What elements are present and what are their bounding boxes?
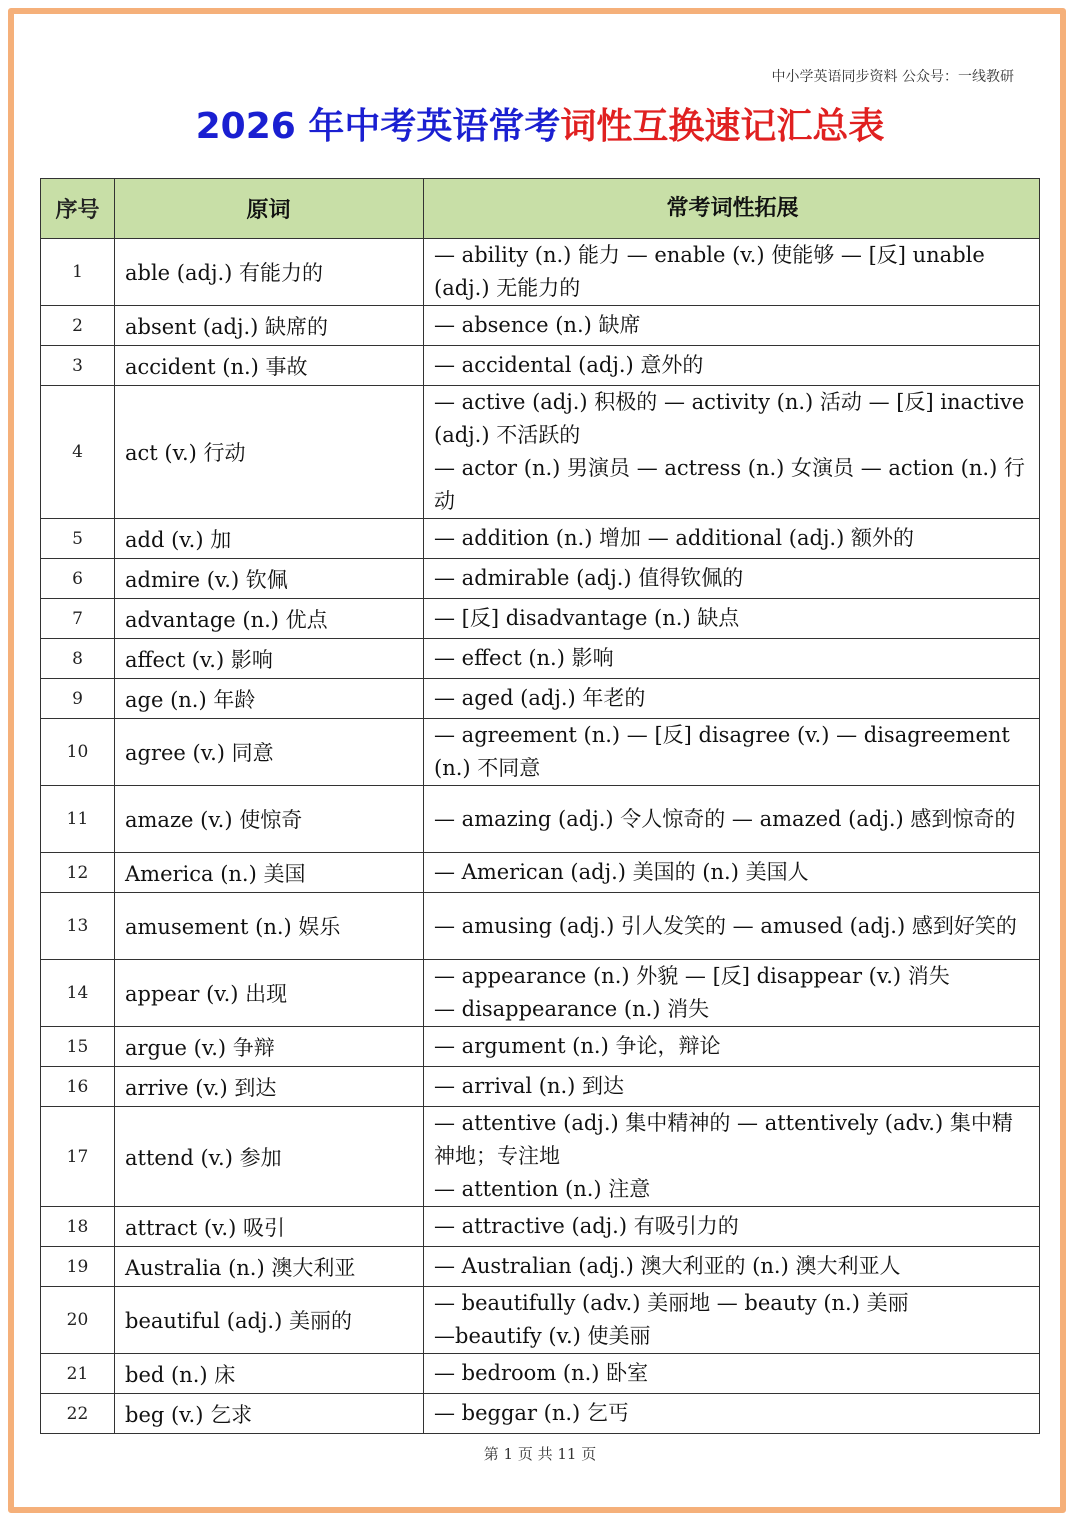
title-part-red: 词性互换速记汇总表 [560, 106, 885, 147]
table-row [41, 853, 1040, 893]
row-extension [424, 719, 1040, 786]
row-number: 22 [41, 1394, 115, 1434]
row-extension [424, 599, 1040, 639]
page-footer: 第 1 页 共 11 页 [483, 1445, 597, 1463]
row-extension [424, 1107, 1040, 1207]
row-word: affect (v.) 影响 [115, 639, 424, 679]
row-word: beg (v.) 乞求 [115, 1394, 424, 1434]
row-extension [424, 559, 1040, 599]
row-word: Australia (n.) 澳大利亚 [115, 1247, 424, 1287]
row-number: 13 [41, 893, 115, 960]
row-word: bed (n.) 床 [115, 1354, 424, 1394]
row-extension [424, 853, 1040, 893]
row-number: 21 [41, 1354, 115, 1394]
table-row [41, 1287, 1040, 1354]
row-word: America (n.) 美国 [115, 853, 424, 893]
row-word: attract (v.) 吸引 [115, 1207, 424, 1247]
table-row [41, 1247, 1040, 1287]
row-extension [424, 679, 1040, 719]
table-row [41, 306, 1040, 346]
table-row [41, 386, 1040, 519]
extension-line: — absence (n.) 缺席 [434, 313, 641, 337]
row-word: age (n.) 年龄 [115, 679, 424, 719]
extension-line: — beggar (n.) 乞丐 [434, 1401, 629, 1425]
row-word: attend (v.) 参加 [115, 1107, 424, 1207]
row-extension [424, 639, 1040, 679]
row-word: argue (v.) 争辩 [115, 1027, 424, 1067]
row-extension [424, 239, 1040, 306]
row-number: 8 [41, 639, 115, 679]
row-number: 9 [41, 679, 115, 719]
extension-line: — agreement (n.) — [反] disagree (v.) — disagreement (n.) 不同意 [434, 723, 1010, 780]
row-number: 14 [41, 960, 115, 1027]
table-row [41, 679, 1040, 719]
extension-line: — admirable (adj.) 值得钦佩的 [434, 566, 744, 590]
word-table [40, 178, 1040, 1434]
row-number: 10 [41, 719, 115, 786]
table-row [41, 1067, 1040, 1107]
row-number: 4 [41, 386, 115, 519]
table-row [41, 239, 1040, 306]
row-number: 7 [41, 599, 115, 639]
extension-line: — amusing (adj.) 引人发笑的 — amused (adj.) 感到好笑的 [434, 913, 1017, 938]
row-word: act (v.) 行动 [115, 386, 424, 519]
header-word: 原词 [115, 179, 424, 239]
row-word: arrive (v.) 到达 [115, 1067, 424, 1107]
header-number: 序号 [41, 179, 115, 239]
extension-line: — active (adj.) 积极的 — activity (n.) 活动 — [反] inactive (adj.) 不活跃的 [434, 390, 1025, 447]
row-number: 5 [41, 519, 115, 559]
extension-line: — ability (n.) 能力 — enable (v.) 使能够 — [反] unable (adj.) 无能力的 [434, 243, 985, 300]
row-number: 15 [41, 1027, 115, 1067]
extension-line: — arrival (n.) 到达 [434, 1074, 625, 1098]
extension-line: — American (adj.) 美国的 (n.) 美国人 [434, 860, 809, 884]
extension-line: — beautifully (adv.) 美丽地 — beauty (n.) 美丽 [434, 1291, 909, 1315]
extension-line: — attentive (adj.) 集中精神的 — attentively (adv.) 集中精神地；专注地 [434, 1111, 1013, 1168]
table-row [41, 639, 1040, 679]
table-row [41, 1027, 1040, 1067]
table-row [41, 519, 1040, 559]
row-number: 3 [41, 346, 115, 386]
extension-line: — bedroom (n.) 卧室 [434, 1361, 649, 1385]
row-word: absent (adj.) 缺席的 [115, 306, 424, 346]
extension-line: — attention (n.) 注意 [434, 1177, 651, 1201]
row-extension [424, 306, 1040, 346]
row-extension [424, 786, 1040, 853]
row-extension [424, 1287, 1040, 1354]
table-row [41, 599, 1040, 639]
extension-line: — effect (n.) 影响 [434, 646, 614, 670]
extension-line: — [反] disadvantage (n.) 缺点 [434, 606, 740, 630]
row-number: 12 [41, 853, 115, 893]
header-note: 中小学英语同步资料 公众号：一线教研 [771, 69, 1014, 85]
table-row [41, 960, 1040, 1027]
extension-line: — disappearance (n.) 消失 [434, 997, 710, 1021]
row-number: 6 [41, 559, 115, 599]
extension-line: — appearance (n.) 外貌 — [反] disappear (v.) 消失 [434, 964, 950, 988]
row-extension [424, 1354, 1040, 1394]
page-title [0, 98, 1080, 149]
row-word: amusement (n.) 娱乐 [115, 893, 424, 960]
table-row [41, 786, 1040, 853]
table-row [41, 893, 1040, 960]
row-word: add (v.) 加 [115, 519, 424, 559]
row-extension [424, 346, 1040, 386]
row-extension [424, 386, 1040, 519]
row-word: amaze (v.) 使惊奇 [115, 786, 424, 853]
row-number: 19 [41, 1247, 115, 1287]
table-row [41, 719, 1040, 786]
row-number: 17 [41, 1107, 115, 1207]
row-extension [424, 960, 1040, 1027]
extension-line: — argument (n.) 争论，辩论 [434, 1034, 721, 1058]
row-word: able (adj.) 有能力的 [115, 239, 424, 306]
title-part-blue: 2026 年中考英语常考 [195, 106, 561, 147]
row-word: beautiful (adj.) 美丽的 [115, 1287, 424, 1354]
table-row [41, 1394, 1040, 1434]
row-extension [424, 519, 1040, 559]
extension-line: — amazing (adj.) 令人惊奇的 — amazed (adj.) 感到惊奇的 [434, 806, 1016, 831]
table-row [41, 1207, 1040, 1247]
row-number: 16 [41, 1067, 115, 1107]
extension-line: — attractive (adj.) 有吸引力的 [434, 1214, 739, 1238]
header-extension: 常考词性拓展 [424, 179, 1040, 239]
extension-line: — addition (n.) 增加 — additional (adj.) 额外的 [434, 526, 914, 550]
row-extension [424, 1247, 1040, 1287]
row-number: 18 [41, 1207, 115, 1247]
row-extension [424, 893, 1040, 960]
extension-line: — actor (n.) 男演员 — actress (n.) 女演员 — action (n.) 行动 [434, 456, 1025, 513]
row-extension [424, 1207, 1040, 1247]
table-row [41, 559, 1040, 599]
row-number: 1 [41, 239, 115, 306]
row-word: advantage (n.) 优点 [115, 599, 424, 639]
row-word: appear (v.) 出现 [115, 960, 424, 1027]
row-number: 20 [41, 1287, 115, 1354]
row-extension [424, 1394, 1040, 1434]
table-row [41, 1354, 1040, 1394]
row-word: agree (v.) 同意 [115, 719, 424, 786]
row-extension [424, 1067, 1040, 1107]
row-word: accident (n.) 事故 [115, 346, 424, 386]
row-word: admire (v.) 钦佩 [115, 559, 424, 599]
row-extension [424, 1027, 1040, 1067]
extension-line: — Australian (adj.) 澳大利亚的 (n.) 澳大利亚人 [434, 1254, 901, 1278]
extension-line: — aged (adj.) 年老的 [434, 686, 646, 710]
table-row [41, 346, 1040, 386]
table-header-row [41, 179, 1040, 239]
extension-line: — accidental (adj.) 意外的 [434, 353, 704, 377]
extension-line: —beautify (v.) 使美丽 [434, 1324, 651, 1348]
row-number: 11 [41, 786, 115, 853]
row-number: 2 [41, 306, 115, 346]
table-row [41, 1107, 1040, 1207]
